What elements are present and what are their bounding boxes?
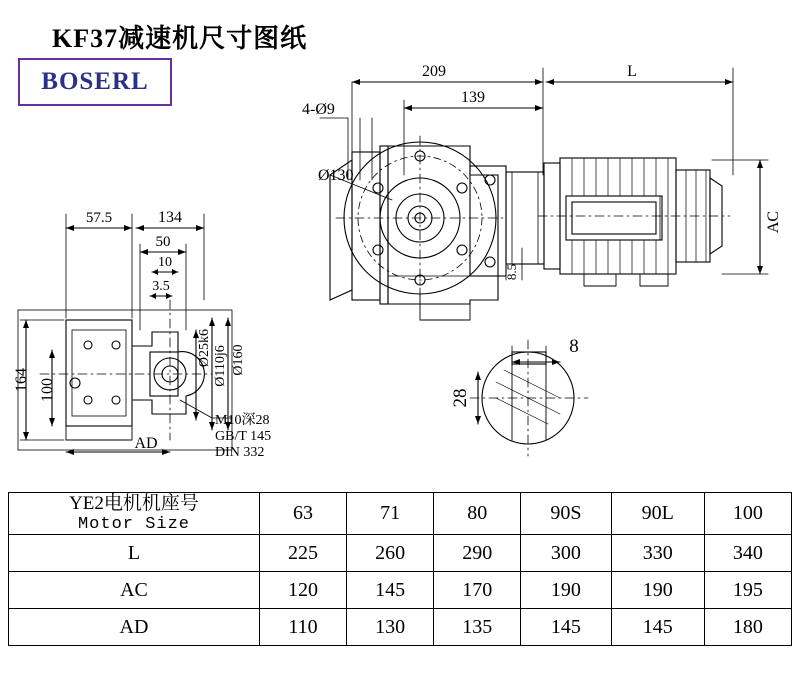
cell-l-80: 290	[434, 535, 521, 572]
cell-ad-71: 130	[347, 609, 434, 646]
header-size-90s: 90S	[521, 493, 611, 535]
dim-28: 28	[450, 388, 471, 408]
table-row	[9, 535, 792, 572]
dim-209: 209	[422, 63, 446, 80]
cell-ac-90l: 190	[611, 572, 704, 609]
cell-l-71: 260	[347, 535, 434, 572]
dim-10: 10	[158, 255, 172, 270]
dim-139: 139	[461, 89, 485, 106]
cell-ac-100: 195	[704, 572, 791, 609]
dim-L: L	[627, 63, 637, 80]
dim-o110j6: Ø110j6	[213, 345, 228, 387]
row-label-ac: AC	[9, 572, 260, 609]
cell-ac-63: 120	[260, 572, 347, 609]
header-size-63: 63	[260, 493, 347, 535]
header-label-cell	[9, 493, 260, 535]
header-size-80: 80	[434, 493, 521, 535]
dim-57-5: 57.5	[85, 210, 113, 226]
cell-l-90s: 300	[521, 535, 611, 572]
cell-ac-90s: 190	[521, 572, 611, 609]
cell-l-63: 225	[260, 535, 347, 572]
header-size-100: 100	[704, 493, 791, 535]
dim-AD: AD	[134, 435, 158, 452]
table-row-header	[9, 493, 792, 535]
cell-ac-80: 170	[434, 572, 521, 609]
note-din332: DIN 332	[215, 445, 265, 460]
dim-o130: Ø130	[318, 167, 354, 184]
note-gbt145: GB/T 145	[215, 429, 272, 444]
cell-ad-90l: 145	[611, 609, 704, 646]
dim-164: 164	[13, 368, 30, 392]
cell-ac-71: 145	[347, 572, 434, 609]
dim-50: 50	[155, 234, 171, 250]
note-m10: M10深28	[215, 413, 270, 428]
dim-134: 134	[158, 209, 182, 226]
cell-ad-63: 110	[260, 609, 347, 646]
cell-ad-100: 180	[704, 609, 791, 646]
header-size-90l: 90L	[611, 493, 704, 535]
dim-100: 100	[39, 378, 56, 402]
dim-3-5: 3.5	[152, 279, 170, 294]
table-row	[9, 572, 792, 609]
row-label-l: L	[9, 535, 260, 572]
cell-ad-80: 135	[434, 609, 521, 646]
cell-l-100: 340	[704, 535, 791, 572]
dim-8: 8	[569, 336, 579, 357]
header-label-cn: YE2电机机座号	[69, 493, 199, 514]
dim-8-5: 8.5	[504, 263, 519, 281]
page-title: KF37减速机尺寸图纸	[52, 24, 308, 53]
header-label-en: Motor Size	[77, 514, 191, 534]
dim-o25k6: Ø25k6	[197, 328, 212, 368]
dim-o160: Ø160	[231, 344, 246, 376]
dim-4xo9: 4-Ø9	[302, 101, 335, 118]
table-row	[9, 609, 792, 646]
cell-l-90l: 330	[611, 535, 704, 572]
logo-text: BOSERL	[41, 68, 149, 95]
row-label-ad: AD	[9, 609, 260, 646]
cell-ad-90s: 145	[521, 609, 611, 646]
specification-table	[8, 492, 792, 646]
header-size-71: 71	[347, 493, 434, 535]
dim-AC: AC	[765, 210, 782, 234]
